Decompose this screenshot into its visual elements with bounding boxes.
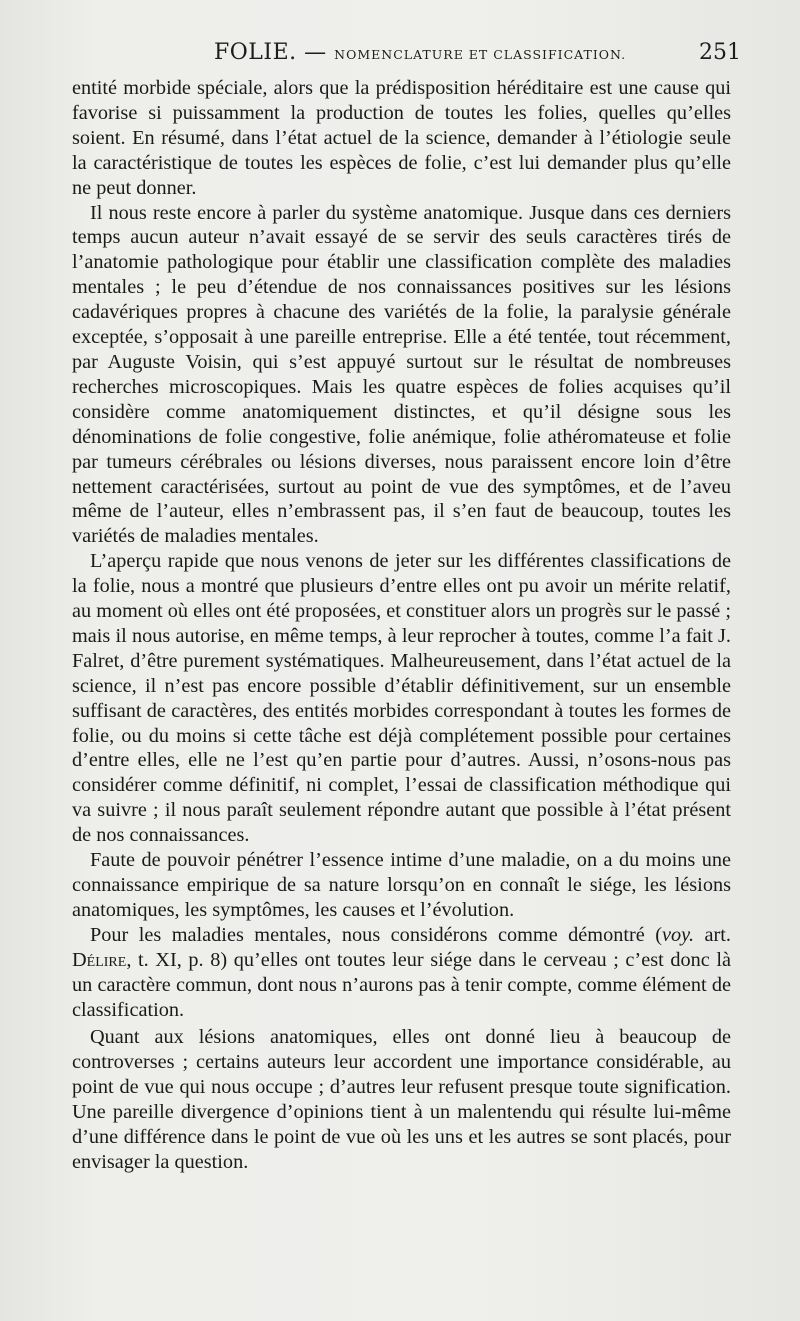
voy-reference: voy. — [661, 923, 695, 946]
paragraph-2: Il nous reste encore à parler du système anatomique. Jusque dans ces derniers temps aucun auteur n’avait essayé de se servir des seuls caractères tirés de l’anatomie pathologique pour établir une classification complète des maladies mentales ; le peu d’étendue de nos connaissances positives sur les lésions cadavériques propres à chacune des variétés de la folie, la paralysie générale exceptée, s’opposait à une pareille entreprise. Elle a été tentée, tout récemment, par Auguste Voisin, qui s’est appuyé surtout sur le résultat de nombreuses recherches microscopiques. Mais les quatre espèces de folies acquises qu’il considère comme anatomiquement distinctes, et qu’il désigne sous les dénominations de folie congestive, folie anémique, folie athéromateuse et folie par tumeurs cérébrales ou lésions diverses, nous paraissent encore loin d’être nettement caractérisées, surtout au point de vue des symptômes, et de l’aveu même de l’auteur, elles n’embrassent pas, il s’en faut de beaucoup, toutes les variétés de maladies mentales. — [72, 201, 731, 548]
paragraph-3: L’aperçu rapide que nous venons de jeter sur les différentes classifications de la folie, nous a montré que plusieurs d’entre elles ont pu avoir un mérite relatif, au moment où elles ont été proposées, et constituer alors un progrès sur le passé ; mais il nous autorise, en même temps, à leur reprocher à toutes, comme l’a fait J. Falret, d’être purement systématiques. Malheureusement, dans l’état actuel de la science, il n’est pas encore possible d’établir définitivement, sur un ensemble suffisant de caractères, des entités morbides correspondant à toutes les formes de folie, ou du moins si cette tâche est déjà complétement possible pour certaines d’entre elles, elle ne l’est qu’en partie pour d’autres. Aussi, n’osons-nous pas considérer comme définitif, ni complet, l’essai de classification méthodique qui va suivre ; il nous paraît seulement répondre autant que possible à l’état présent de nos connaissances. — [72, 550, 731, 847]
header-dash: — — [296, 40, 335, 65]
header-subtitle: NOMENCLATURE ET CLASSIFICATION. — [334, 47, 627, 62]
paragraph-5-start: Pour les maladies mentales, nous considérons comme démontré ( — [90, 923, 662, 946]
art-label: art. — [694, 923, 731, 946]
paragraph-5 — [72, 923, 731, 1023]
paragraph-4: Faute de pouvoir pénétrer l’essence intime d’une maladie, on a du moins une connaissance empirique de sa nature lorsqu’on en connaît le siége, les lésions anatomiques, les symptômes, les causes et l’évolution. — [72, 849, 731, 921]
paragraph-6: Quant aux lésions anatomiques, elles ont donné lieu à beaucoup de controverses ; certains auteurs leur accordent une importance considérable, au point de vue qui nous occupe ; d’autres leur refusent presque toute signification. Une pareille divergence d’opinions tient à un malentendu qui résulte lui-même d’une différence dans le point de vue où les uns et les autres se sont placés, pour envisager la question. — [72, 1026, 731, 1173]
header-main-title: FOLIE. — [214, 40, 297, 65]
delire-article-reference: Délire — [72, 948, 127, 971]
paragraph-1: entité morbide spéciale, alors que la prédisposition héréditaire est une cause qui favorise si puissamment la production de toutes les folies, quelles qu’elles soient. En résumé, dans l’état actuel de la science, demander à l’étiologie seule la caractéristique de toutes les espèces de folie, c’est lui demander plus qu’elle ne peut donner. — [72, 77, 731, 199]
header-title — [214, 40, 626, 65]
page-number: 251 — [699, 40, 741, 65]
body-text — [72, 76, 731, 1175]
running-header — [0, 38, 800, 72]
paragraph-5-end: , t. XI, p. 8) qu’elles ont toutes leur siége dans le cerveau ; c’est donc là un caractère commun, dont nous n’aurons pas à tenir compte, comme élément de classification. — [72, 948, 731, 1021]
